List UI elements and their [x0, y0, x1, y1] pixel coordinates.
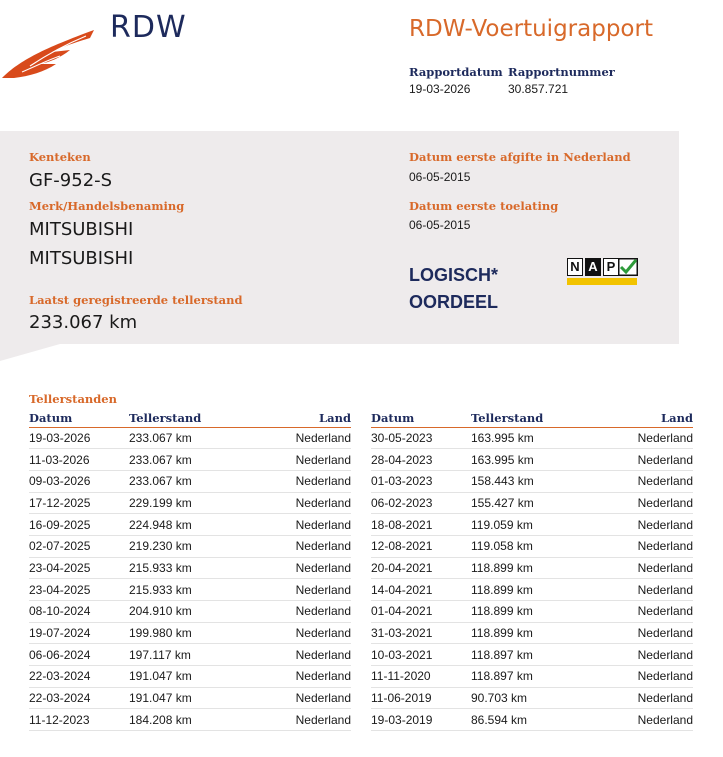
- table-row: [371, 514, 693, 536]
- table-row: [371, 427, 693, 449]
- readings-table-right: [371, 410, 693, 731]
- reading-value: 163.995 km: [471, 427, 601, 449]
- reading-date: 10-03-2021: [371, 644, 471, 666]
- reading-country: Nederland: [601, 492, 693, 514]
- reading-date: 16-09-2025: [29, 514, 129, 536]
- odometer-label: Laatst geregistreerde tellerstand: [29, 293, 243, 307]
- reading-value: 224.948 km: [129, 514, 259, 536]
- reading-value: 86.594 km: [471, 709, 601, 731]
- nap-accent-bar: [567, 278, 637, 285]
- nap-logo-icon: [567, 258, 640, 286]
- reading-date: 11-06-2019: [371, 687, 471, 709]
- reading-date: 06-02-2023: [371, 492, 471, 514]
- reading-date: 23-04-2025: [29, 579, 129, 601]
- first-admission-value: 06-05-2015: [409, 218, 471, 232]
- reading-country: Nederland: [601, 514, 693, 536]
- plate-label: Kenteken: [29, 150, 91, 164]
- reading-value: 118.899 km: [471, 579, 601, 601]
- table-header-row: [371, 410, 693, 427]
- first-issue-label: Datum eerste afgifte in Nederland: [409, 150, 631, 164]
- reading-country: Nederland: [601, 470, 693, 492]
- reading-country: Nederland: [601, 601, 693, 623]
- reading-value: 199.980 km: [129, 622, 259, 644]
- reading-date: 12-08-2021: [371, 535, 471, 557]
- reading-date: 19-07-2024: [29, 622, 129, 644]
- reading-country: Nederland: [259, 622, 351, 644]
- reading-country: Nederland: [259, 601, 351, 623]
- reading-date: 31-03-2021: [371, 622, 471, 644]
- table-row: [29, 514, 351, 536]
- table-row: [371, 535, 693, 557]
- table-row: [29, 470, 351, 492]
- reading-value: 155.427 km: [471, 492, 601, 514]
- table-row: [371, 470, 693, 492]
- table-row: [371, 709, 693, 731]
- table-row: [29, 666, 351, 688]
- reading-country: Nederland: [259, 666, 351, 688]
- column-header-reading: Tellerstand: [471, 410, 601, 427]
- reading-country: Nederland: [259, 557, 351, 579]
- reading-date: 20-04-2021: [371, 557, 471, 579]
- reading-country: Nederland: [259, 427, 351, 449]
- table-row: [29, 557, 351, 579]
- reading-country: Nederland: [601, 579, 693, 601]
- table-row: [29, 709, 351, 731]
- trade-name-value: MITSUBISHI: [29, 248, 134, 269]
- reading-date: 09-03-2026: [29, 470, 129, 492]
- make-label: Merk/Handelsbenaming: [29, 199, 185, 213]
- table-row: [371, 622, 693, 644]
- reading-date: 30-05-2023: [371, 427, 471, 449]
- table-row: [29, 601, 351, 623]
- reading-value: 215.933 km: [129, 579, 259, 601]
- reading-value: 163.995 km: [471, 449, 601, 471]
- reading-date: 11-03-2026: [29, 449, 129, 471]
- table-row: [29, 622, 351, 644]
- reading-country: Nederland: [601, 644, 693, 666]
- reading-date: 19-03-2019: [371, 709, 471, 731]
- report-title: RDW-Voertuigrapport: [409, 16, 653, 42]
- rdw-logo-icon: [0, 20, 96, 84]
- reading-date: 01-03-2023: [371, 470, 471, 492]
- nap-letter: A: [585, 258, 601, 276]
- first-admission-label: Datum eerste toelating: [409, 199, 559, 213]
- reading-country: Nederland: [601, 687, 693, 709]
- reading-value: 90.703 km: [471, 687, 601, 709]
- odometer-verdict: [409, 262, 498, 316]
- brand-name: RDW: [110, 10, 187, 45]
- reading-date: 06-06-2024: [29, 644, 129, 666]
- reading-value: 118.899 km: [471, 557, 601, 579]
- checkmark-icon: [618, 258, 638, 276]
- table-row: [29, 687, 351, 709]
- verdict-line-1: LOGISCH*: [409, 265, 499, 285]
- reading-date: 22-03-2024: [29, 666, 129, 688]
- reading-country: Nederland: [259, 535, 351, 557]
- reading-value: 215.933 km: [129, 557, 259, 579]
- reading-date: 28-04-2023: [371, 449, 471, 471]
- table-row: [29, 644, 351, 666]
- reading-value: 219.230 km: [129, 535, 259, 557]
- readings-title: Tellerstanden: [29, 392, 117, 406]
- reading-country: Nederland: [601, 427, 693, 449]
- column-header-date: Datum: [29, 410, 129, 427]
- reading-value: 233.067 km: [129, 449, 259, 471]
- reading-date: 17-12-2025: [29, 492, 129, 514]
- reading-country: Nederland: [259, 687, 351, 709]
- table-row: [371, 557, 693, 579]
- report-number-label: Rapportnummer: [508, 65, 615, 79]
- reading-value: 233.067 km: [129, 427, 259, 449]
- reading-value: 191.047 km: [129, 687, 259, 709]
- table-row: [29, 535, 351, 557]
- readings-table-left: [29, 410, 351, 731]
- first-issue-value: 06-05-2015: [409, 170, 471, 184]
- reading-value: 191.047 km: [129, 666, 259, 688]
- table-row: [371, 601, 693, 623]
- reading-date: 08-10-2024: [29, 601, 129, 623]
- reading-value: 204.910 km: [129, 601, 259, 623]
- column-header-date: Datum: [371, 410, 471, 427]
- reading-date: 19-03-2026: [29, 427, 129, 449]
- reading-date: 18-08-2021: [371, 514, 471, 536]
- table-row: [29, 492, 351, 514]
- reading-country: Nederland: [601, 557, 693, 579]
- reading-country: Nederland: [259, 470, 351, 492]
- reading-date: 14-04-2021: [371, 579, 471, 601]
- reading-country: Nederland: [259, 492, 351, 514]
- reading-country: Nederland: [259, 644, 351, 666]
- reading-country: Nederland: [601, 622, 693, 644]
- reading-country: Nederland: [601, 709, 693, 731]
- verdict-line-2: OORDEEL: [409, 292, 499, 312]
- column-header-country: Land: [259, 410, 351, 427]
- nap-letter: P: [603, 258, 619, 276]
- plate-value: GF-952-S: [29, 170, 113, 191]
- table-row: [371, 579, 693, 601]
- report-date-label: Rapportdatum: [409, 65, 503, 79]
- report-number: 30.857.721: [508, 82, 569, 96]
- odometer-value: 233.067 km: [29, 312, 138, 333]
- reading-value: 119.058 km: [471, 535, 601, 557]
- reading-country: Nederland: [601, 449, 693, 471]
- reading-value: 197.117 km: [129, 644, 259, 666]
- reading-country: Nederland: [601, 535, 693, 557]
- reading-country: Nederland: [259, 449, 351, 471]
- table-row: [371, 666, 693, 688]
- table-row: [371, 492, 693, 514]
- reading-value: 118.897 km: [471, 666, 601, 688]
- column-header-country: Land: [601, 410, 693, 427]
- table-row: [371, 644, 693, 666]
- reading-value: 118.897 km: [471, 644, 601, 666]
- column-header-reading: Tellerstand: [129, 410, 259, 427]
- reading-value: 158.443 km: [471, 470, 601, 492]
- reading-country: Nederland: [259, 709, 351, 731]
- make-value: MITSUBISHI: [29, 219, 134, 240]
- reading-value: 229.199 km: [129, 492, 259, 514]
- reading-value: 118.899 km: [471, 601, 601, 623]
- reading-date: 02-07-2025: [29, 535, 129, 557]
- nap-letter: N: [567, 258, 583, 276]
- table-row: [29, 427, 351, 449]
- reading-date: 23-04-2025: [29, 557, 129, 579]
- reading-value: 233.067 km: [129, 470, 259, 492]
- reading-date: 11-12-2023: [29, 709, 129, 731]
- reading-date: 22-03-2024: [29, 687, 129, 709]
- table-row: [371, 449, 693, 471]
- reading-date: 01-04-2021: [371, 601, 471, 623]
- report-date: 19-03-2026: [409, 82, 471, 96]
- reading-value: 184.208 km: [129, 709, 259, 731]
- reading-country: Nederland: [259, 514, 351, 536]
- table-header-row: [29, 410, 351, 427]
- reading-country: Nederland: [259, 579, 351, 601]
- reading-country: Nederland: [601, 666, 693, 688]
- table-row: [29, 449, 351, 471]
- reading-value: 119.059 km: [471, 514, 601, 536]
- reading-value: 118.899 km: [471, 622, 601, 644]
- reading-date: 11-11-2020: [371, 666, 471, 688]
- table-row: [371, 687, 693, 709]
- table-row: [29, 579, 351, 601]
